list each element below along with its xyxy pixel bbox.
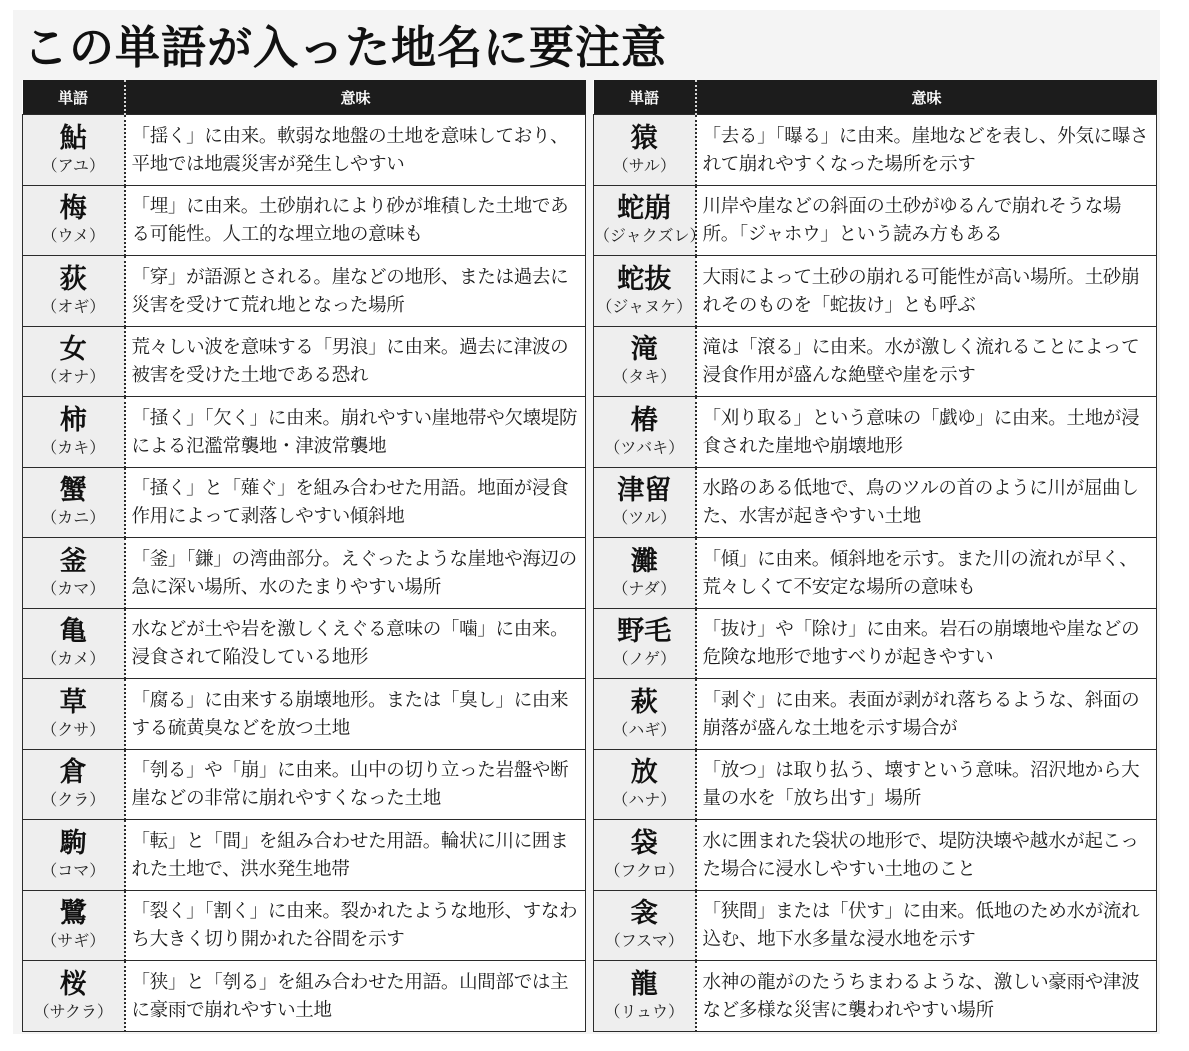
header-word: 単語: [23, 80, 125, 115]
header-meaning: 意味: [125, 80, 586, 115]
place-reading: （オナ）: [41, 367, 106, 387]
meaning-cell: 「転」と「間」を組み合わせた用語。輪状に川に囲まれた土地で、洪水発生地帯: [125, 820, 586, 891]
place-kanji: 梅: [59, 193, 87, 225]
place-reading: （サクラ）: [33, 1001, 113, 1021]
table-row: [594, 185, 1157, 256]
word-cell: [23, 115, 125, 186]
table-row: [594, 326, 1157, 397]
table-row: [594, 115, 1157, 186]
place-reading: （ナダ）: [612, 578, 677, 598]
place-kanji: 猿: [630, 122, 658, 154]
place-reading: （カメ）: [41, 649, 106, 669]
place-reading: （サギ）: [41, 931, 106, 951]
place-reading: （ジャクズレ）: [594, 226, 706, 246]
word-cell: [594, 397, 696, 468]
place-reading: （ツル）: [612, 508, 677, 528]
table-row: [594, 749, 1157, 820]
meaning-cell: 水などが土や岩を激しくえぐる意味の「噛」に由来。浸食されて陥没している地形: [125, 608, 586, 679]
word-cell: [594, 749, 696, 820]
meaning-cell: 大雨によって土砂の崩れる可能性が高い場所。土砂崩れそのものを「蛇抜け」とも呼ぶ: [696, 256, 1157, 327]
meaning-cell: 「抜け」や「除け」に由来。岩石の崩壊地や崖などの危険な地形で地すべりが起きやすい: [696, 608, 1157, 679]
word-cell: [594, 185, 706, 256]
place-reading: （コマ）: [41, 860, 106, 880]
meaning-cell: 「揺く」に由来。軟弱な地盤の土地を意味しており、平地では地震災害が発生しやすい: [125, 115, 586, 186]
place-kanji: 龍: [630, 968, 658, 1000]
place-kanji: 萩: [630, 686, 658, 718]
place-kanji: 駒: [59, 827, 87, 859]
table-row: [23, 961, 586, 1032]
word-cell: [23, 820, 125, 891]
left-table: [22, 80, 586, 1032]
place-kanji: 椿: [630, 404, 658, 436]
table-row: [23, 397, 586, 468]
table-row: [594, 890, 1157, 961]
place-reading: （ノゲ）: [612, 649, 677, 669]
table-row: [23, 326, 586, 397]
table-row: [23, 679, 586, 750]
place-kanji: 柿: [59, 404, 87, 436]
word-cell: [594, 890, 696, 961]
place-reading: （サル）: [612, 155, 676, 175]
table-row: [23, 467, 586, 538]
place-kanji: 草: [59, 686, 87, 718]
place-reading: （ジャヌケ）: [596, 296, 693, 316]
place-kanji: 津留: [617, 475, 672, 507]
meaning-cell: 「傾」に由来。傾斜地を示す。また川の流れが早く、荒々しくて不安定な場所の意味も: [696, 538, 1157, 609]
meaning-cell: 荒々しい波を意味する「男浪」に由来。過去に津波の被害を受けた土地である恐れ: [125, 326, 586, 397]
place-reading: （クサ）: [41, 719, 106, 739]
word-cell: [23, 538, 125, 609]
table-row: [594, 679, 1157, 750]
place-kanji: 桜: [59, 968, 87, 1000]
word-cell: [23, 185, 125, 256]
place-name-chart: [13, 10, 1160, 1034]
table-row: [23, 749, 586, 820]
place-kanji: 蛇抜: [617, 263, 672, 295]
word-cell: [594, 820, 696, 891]
place-kanji: 亀: [59, 616, 87, 648]
place-kanji: 鷺: [59, 898, 87, 930]
header-word: 単語: [594, 80, 696, 115]
place-kanji: 蛇崩: [617, 193, 672, 225]
place-reading: （クラ）: [41, 790, 106, 810]
word-cell: [594, 961, 696, 1032]
meaning-cell: 「埋」に由来。土砂崩れにより砂が堆積した土地である可能性。人工的な埋立地の意味も: [125, 185, 586, 256]
word-cell: [23, 256, 125, 327]
place-reading: （カニ）: [41, 508, 106, 528]
word-cell: [23, 326, 125, 397]
meaning-cell: 「刈り取る」という意味の「戯ゆ」に由来。土地が浸食された崖地や崩壊地形: [696, 397, 1157, 468]
word-cell: [23, 467, 125, 538]
place-kanji: 滝: [630, 334, 658, 366]
table-row: [594, 820, 1157, 891]
meaning-cell: 「腐る」に由来する崩壊地形。または「臭し」に由来する硫黄臭などを放つ土地: [125, 679, 586, 750]
table-row: [23, 538, 586, 609]
place-kanji: 蟹: [59, 475, 87, 507]
meaning-cell: 滝は「滾る」に由来。水が激しく流れることによって浸食作用が盛んな絶壁や崖を示す: [696, 326, 1157, 397]
place-reading: （フクロ）: [604, 860, 685, 880]
meaning-cell: 「釜」「鎌」の湾曲部分。えぐったような崖地や海辺の急に深い場所、水のたまりやすい場所: [125, 538, 586, 609]
place-kanji: 鮎: [59, 122, 87, 154]
table-row: [23, 185, 586, 256]
table-row: [594, 538, 1157, 609]
place-reading: （カマ）: [41, 578, 106, 598]
word-cell: [594, 326, 696, 397]
place-reading: （タキ）: [612, 367, 677, 387]
table-row: [594, 608, 1157, 679]
place-reading: （ハギ）: [612, 719, 677, 739]
table-row: [594, 256, 1157, 327]
meaning-cell: 「掻く」「欠く」に由来。崩れやすい崖地帯や欠壊堤防による氾濫常襲地・津波常襲地: [125, 397, 586, 468]
place-reading: （フスマ）: [604, 931, 684, 951]
word-cell: [23, 397, 125, 468]
word-cell: [23, 749, 125, 820]
table-header: [23, 80, 586, 115]
place-kanji: 釜: [59, 545, 87, 577]
place-reading: （カキ）: [41, 437, 106, 457]
table-row: [23, 890, 586, 961]
place-kanji: 袋: [630, 827, 658, 859]
word-cell: [594, 538, 696, 609]
table-row: [594, 961, 1157, 1032]
place-reading: （リュウ）: [604, 1001, 685, 1021]
meaning-cell: 「裂く」「割く」に由来。裂かれたような地形、すなわち大きく切り開かれた谷間を示す: [125, 890, 586, 961]
table-row: [23, 115, 586, 186]
meaning-cell: 「掻く」と「薙ぐ」を組み合わせた用語。地面が浸食作用によって剥落しやすい傾斜地: [125, 467, 586, 538]
place-kanji: 倉: [59, 757, 87, 789]
meaning-cell: 水神の龍がのたうちまわるような、激しい豪雨や津波など多様な災害に襲われやすい場所: [696, 961, 1157, 1032]
meaning-cell: 「放つ」は取り払う、壊すという意味。沼沢地から大量の水を「放ち出す」場所: [696, 749, 1157, 820]
meaning-cell: 川岸や崖などの斜面の土砂がゆるんで崩れそうな場所。「ジャホウ」という読み方もある: [696, 185, 1157, 256]
meaning-cell: 水路のある低地で、鳥のツルの首のように川が屈曲した、水害が起きやすい土地: [696, 467, 1157, 538]
place-kanji: 野毛: [617, 616, 672, 648]
place-kanji: 衾: [630, 898, 658, 930]
header-meaning: 意味: [696, 80, 1157, 115]
word-cell: [594, 608, 696, 679]
word-cell: [23, 890, 125, 961]
word-cell: [594, 256, 696, 327]
meaning-cell: 「去る」「曝る」に由来。崖地などを表し、外気に曝されて崩れやすくなった場所を示す: [696, 115, 1157, 186]
table-row: [594, 467, 1157, 538]
page-title: この単語が入った地名に要注意: [23, 21, 668, 74]
place-reading: （ウメ）: [41, 226, 106, 246]
meaning-cell: 「狭間」または「伏す」に由来。低地のため水が流れ込む、地下水多量な浸水地を示す: [696, 890, 1157, 961]
meaning-cell: 「剥ぐ」に由来。表面が剥がれ落ちるような、斜面の崩落が盛んな土地を示す場合が: [696, 679, 1157, 750]
place-reading: （アユ）: [41, 155, 105, 175]
meaning-cell: 「穿」が語源とされる。崖などの地形、または過去に災害を受けて荒れ地となった場所: [125, 256, 586, 327]
place-reading: （ハナ）: [612, 790, 677, 810]
place-reading: （オギ）: [41, 296, 106, 316]
table-row: [23, 608, 586, 679]
place-kanji: 荻: [59, 263, 87, 295]
word-cell: [594, 679, 696, 750]
word-cell: [23, 679, 125, 750]
place-kanji: 女: [59, 334, 87, 366]
word-cell: [594, 467, 696, 538]
table-row: [23, 256, 586, 327]
place-kanji: 灘: [630, 545, 658, 577]
table-header: [594, 80, 1157, 115]
place-kanji: 放: [630, 757, 658, 789]
word-cell: [594, 115, 696, 186]
meaning-cell: 「刳る」や「崩」に由来。山中の切り立った岩盤や断崖などの非常に崩れやすくなった土地: [125, 749, 586, 820]
word-cell: [23, 608, 125, 679]
meaning-cell: 「狭」と「刳る」を組み合わせた用語。山間部では主に豪雨で崩れやすい土地: [125, 961, 586, 1032]
place-reading: （ツバキ）: [604, 437, 685, 457]
table-row: [594, 397, 1157, 468]
table-row: [23, 820, 586, 891]
right-table: [593, 80, 1157, 1032]
word-cell: [23, 961, 125, 1032]
meaning-cell: 水に囲まれた袋状の地形で、堤防決壊や越水が起こった場合に浸水しやすい土地のこと: [696, 820, 1157, 891]
